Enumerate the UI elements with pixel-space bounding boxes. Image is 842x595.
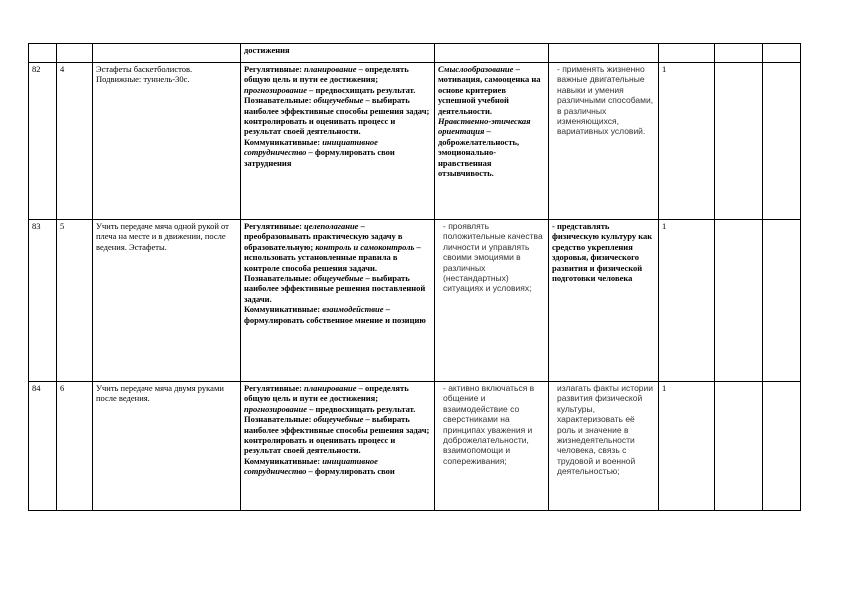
cog-text: – выбирать наиболее эффективные решения поставленной задачи. (244, 273, 426, 304)
com-text: – формулировать свои затруднения (244, 147, 395, 168)
reg-term: контроль и самоконтроль (315, 241, 415, 252)
lesson-plan-table (28, 43, 801, 511)
cog-label: Познавательные: (244, 414, 312, 425)
lesson-topic: Учить передаче мяча двумя руками после ведения. (93, 382, 241, 511)
table-row (29, 382, 801, 511)
cog-text: – выбирать наиболее эффективные способы решения задач; контролировать и оценивать процесс и результат своей деятельности. (244, 414, 430, 456)
cell-empty (763, 44, 801, 63)
topic-lesson-number: 5 (57, 220, 93, 382)
reg-term: планирование (304, 64, 357, 74)
uud-text: достижения (244, 45, 290, 55)
cell-empty (659, 44, 715, 63)
hours-count: 1 (659, 382, 715, 511)
reg-label: Регулятивные: (244, 64, 302, 74)
personal-results (435, 63, 549, 220)
uud-cell (241, 220, 435, 382)
reg-text: – преобразовывать практическую задачу в образовательную; (244, 221, 403, 252)
cell-empty (715, 382, 763, 511)
reg-text: – определять общую цель и пути ее достижения; (244, 383, 409, 404)
reg-text: – использовать установленные правила в контроле способа решения задачи. (244, 241, 421, 273)
cell-empty (715, 44, 763, 63)
reg-term: планирование (304, 383, 357, 393)
uud-cell (241, 44, 435, 63)
personal-term: Смыслообразование (438, 64, 514, 74)
reg-text: – предвосхищать результат. (306, 403, 416, 414)
personal-text: – доброжелательность, эмоционально-нравственная отзывчивость. (438, 126, 520, 179)
hours-count: 1 (659, 220, 715, 382)
hours-count: 1 (659, 63, 715, 220)
reg-term: прогнозирование (244, 403, 307, 414)
lesson-number: 84 (29, 382, 57, 511)
cell-empty (763, 382, 801, 511)
cell-empty (549, 44, 659, 63)
personal-term: Нравственно-этическая ориентация (438, 116, 531, 137)
reg-text: – определять общую цель и пути ее достижения; (244, 64, 409, 85)
cell-empty (93, 44, 241, 63)
cell-empty (763, 63, 801, 220)
table-row (29, 63, 801, 220)
cell-empty (763, 220, 801, 382)
personal-results: - активно включаться в общение и взаимодействие со сверстниками на принципах уважения и доброжелательности, взаимопомощи и сопереживания; (435, 382, 549, 511)
com-text: – формулировать собственное мнение и позицию (244, 304, 426, 325)
com-label: Коммуникативные: (244, 455, 321, 466)
subject-results: - представлять физическую культуру как средство укрепления здоровья, физического развития и физической подготовки человека (549, 220, 659, 382)
cog-text: – выбирать наиболее эффективные способы решения задач; контролировать и оценивать процесс и результат своей деятельности. (244, 95, 430, 137)
personal-results: - проявлять положительные качества личности и управлять своими эмоциями в различных (нестандартных) ситуациях и условиях; (435, 220, 549, 382)
com-label: Коммуникативные: (244, 136, 321, 147)
reg-term: целеполагание (304, 221, 359, 231)
subject-results: - применять жизненно важные двигательные навыки и умения различными способами, в различных изменяющихся, вариативных условий. (549, 63, 659, 220)
cell-empty (57, 44, 93, 63)
cell-empty (29, 44, 57, 63)
cell-empty (715, 220, 763, 382)
cog-term: общеучебные (313, 95, 364, 106)
cog-term: общеучебные (313, 414, 364, 425)
table-row (29, 220, 801, 382)
topic-lesson-number: 4 (57, 63, 93, 220)
uud-cell (241, 382, 435, 511)
cell-empty (435, 44, 549, 63)
lesson-topic: Учить передаче мяча одной рукой от плеча на месте и в движении, после ведения. Эстафеты. (93, 220, 241, 382)
uud-cell (241, 63, 435, 220)
topic-lesson-number: 6 (57, 382, 93, 511)
lesson-number: 83 (29, 220, 57, 382)
cog-label: Познавательные: (244, 95, 312, 106)
continuation-row (29, 44, 801, 63)
com-text: – формулировать свои (306, 466, 395, 477)
reg-label: Регулятивные: (244, 221, 302, 231)
lesson-topic: Эстафеты баскетболистов. Подвижные: туннель-30с. (93, 63, 241, 220)
subject-results: излагать факты истории развития физической культуры, характеризовать её роль и значение в жизнедеятельности человека, связь с трудовой и военной деятельностью; (549, 382, 659, 511)
com-term: инициативное сотрудничество (244, 455, 378, 477)
personal-text: – мотивация, самооценка на основе критериев успешной учебной деятельности. (438, 64, 541, 116)
reg-term: прогнозирование (244, 84, 307, 95)
cog-label: Познавательные: (244, 273, 312, 284)
com-term: инициативное сотрудничество (244, 136, 378, 158)
reg-text: – предвосхищать результат. (306, 84, 416, 95)
cog-term: общеучебные (313, 273, 364, 284)
com-term: взаимодействие (322, 304, 384, 315)
cell-empty (715, 63, 763, 220)
lesson-number: 82 (29, 63, 57, 220)
reg-label: Регулятивные: (244, 383, 302, 393)
com-label: Коммуникативные: (244, 304, 321, 315)
